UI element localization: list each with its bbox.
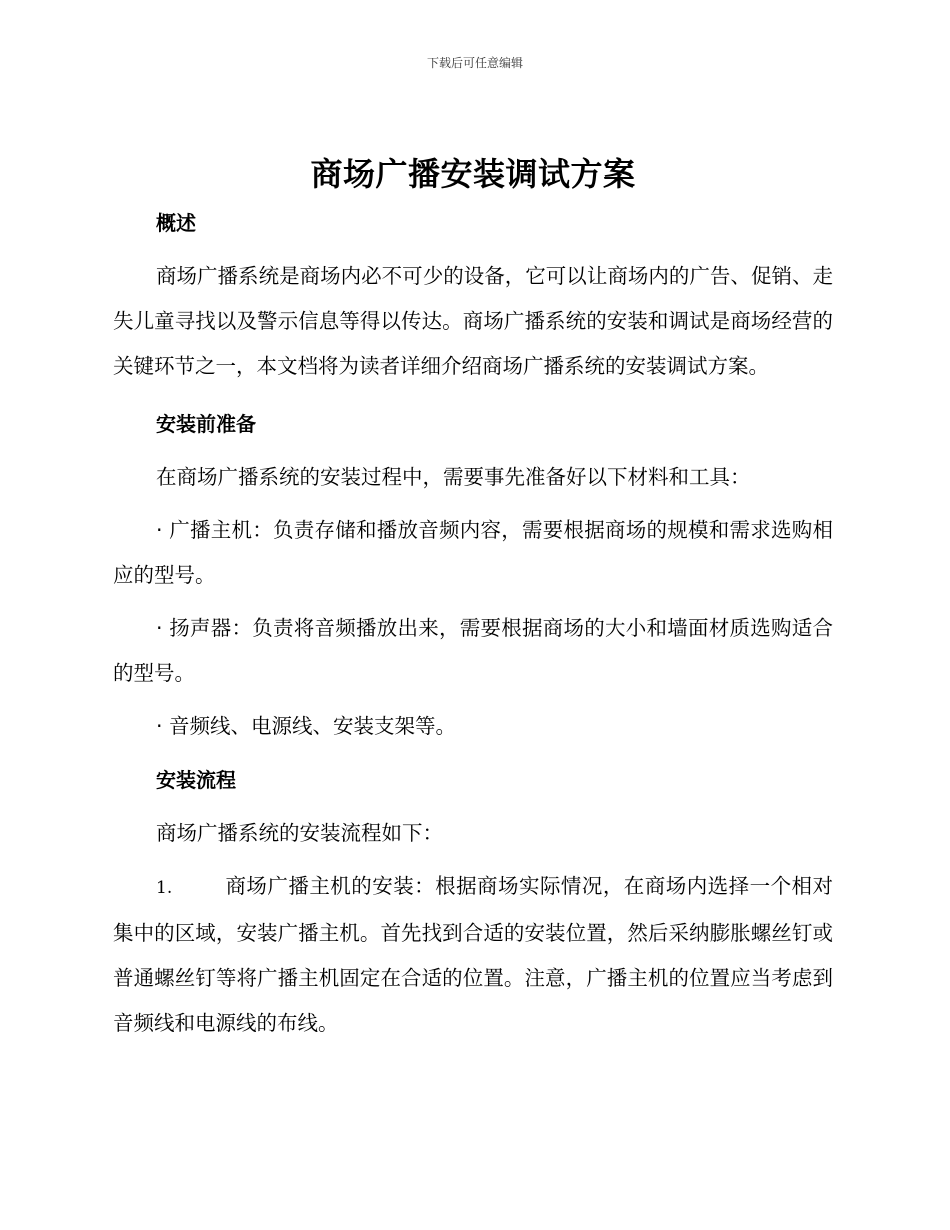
overview-paragraph: 商场广播系统是商场内必不可少的设备，它可以让商场内的广告、促销、走失儿童寻找以及警示信息等得以传达。商场广播系统的安装和调试是商场经营的关键环节之一，本文档将为读者详细介绍商场广播系统的安装调试方案。: [113, 264, 833, 378]
document-title: 商场广播安装调试方案: [310, 155, 636, 193]
preparation-item-host: · 广播主机：负责存储和播放音频内容，需要根据商场的规模和需求选购相应的型号。: [113, 518, 833, 587]
step-number: 1.: [156, 878, 173, 898]
process-step-1: [113, 864, 833, 1046]
page-header-note: 下载后可任意编辑: [426, 56, 523, 70]
preparation-intro: 在商场广播系统的安装过程中，需要事先准备好以下材料和工具：: [156, 465, 751, 489]
section-heading-process: 安装流程: [156, 768, 236, 792]
document-body: [113, 148, 833, 1046]
step-text: 商场广播主机的安装：根据商场实际情况，在商场内选择一个相对集中的区域，安装广播主机。首先找到合适的安装位置，然后采纳膨胀螺丝钉或普通螺丝钉等将广播主机固定在合适的位置。注意，广播主机的位置应当考虑到音频线和电源线的布线。: [113, 874, 833, 1035]
process-intro: 商场广播系统的安装流程如下：: [156, 821, 443, 845]
preparation-item-speaker: · 扬声器：负责将音频播放出来，需要根据商场的大小和墙面材质选购适合的型号。: [113, 616, 833, 685]
section-heading-overview: 概述: [156, 211, 196, 235]
preparation-item-cables: · 音频线、电源线、安装支架等。: [156, 714, 457, 738]
section-heading-preparation: 安装前准备: [156, 412, 256, 436]
